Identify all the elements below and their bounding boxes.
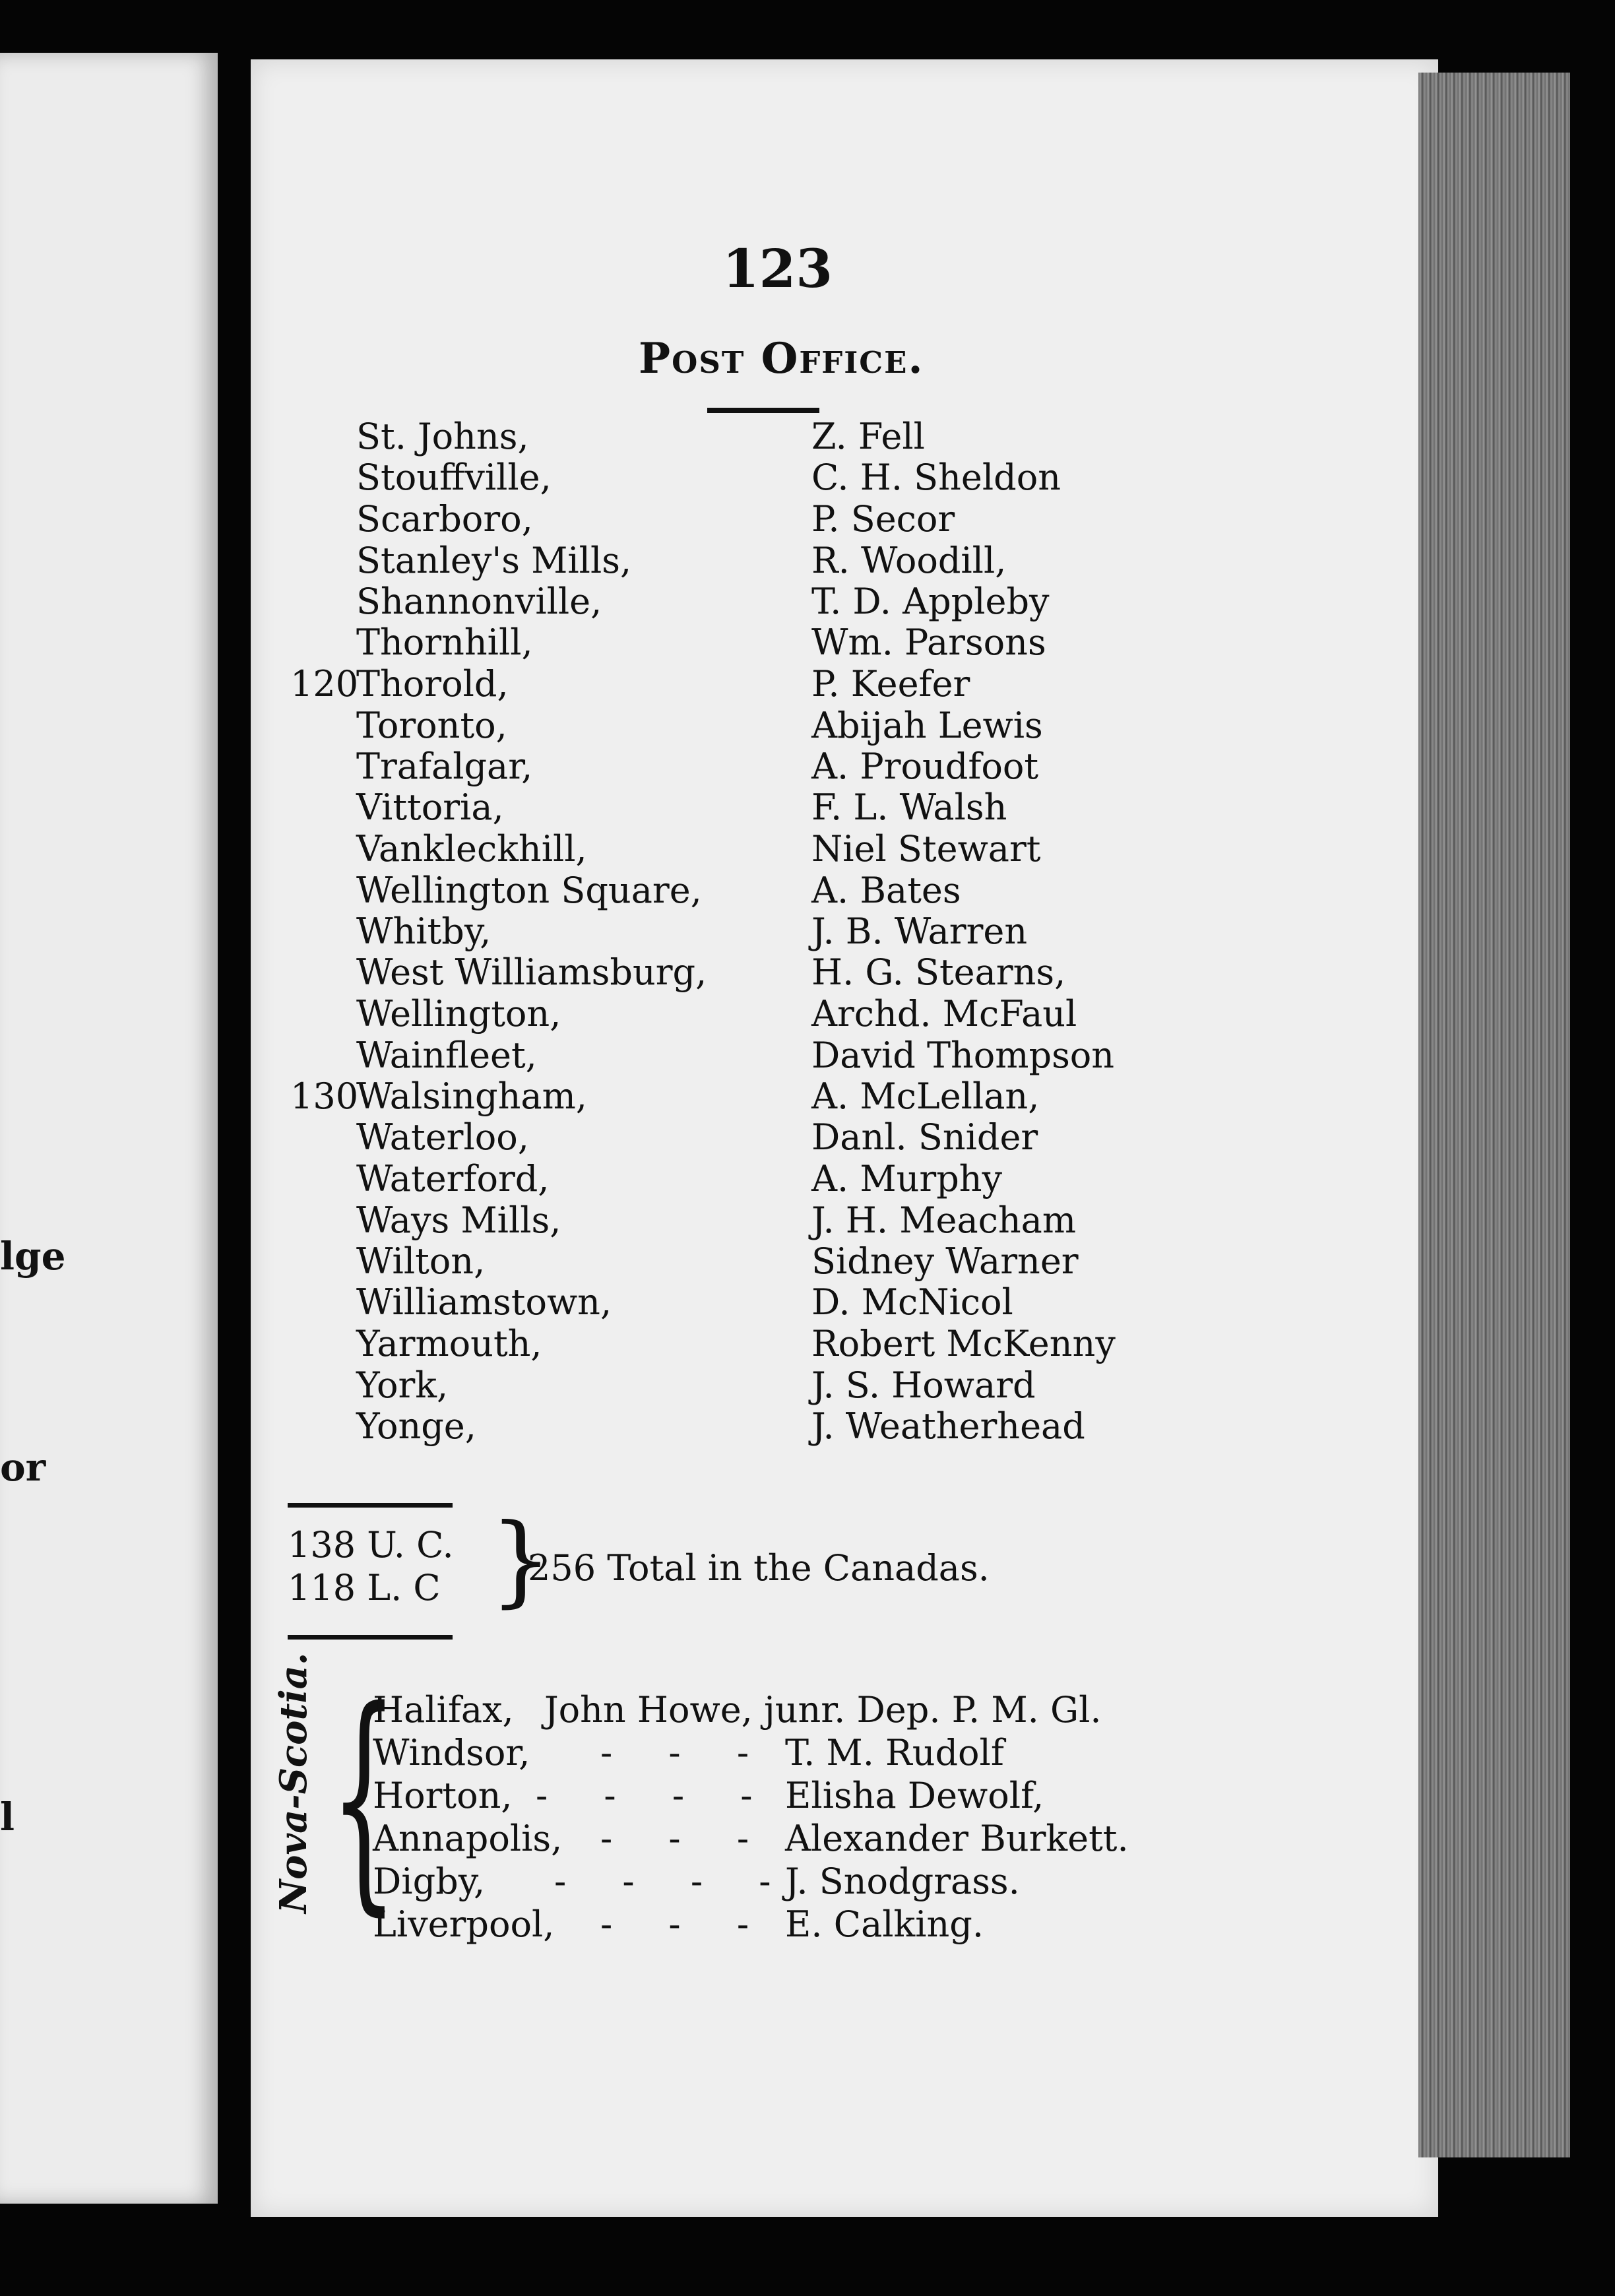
postmaster-name: David Thompson (811, 1035, 1115, 1076)
place-name: Whitby, (356, 910, 491, 952)
postmaster-name: Niel Stewart (811, 828, 1041, 870)
nova-scotia-label: Nova-Scotia. (272, 1652, 315, 1913)
left-page-fragment: or (0, 1445, 46, 1490)
postmaster-name: Z. Fell (811, 416, 925, 457)
place-name: Thornhill, (356, 622, 533, 663)
postmaster-name: A. Murphy (811, 1158, 1003, 1199)
place-name: Wainfleet, (356, 1035, 537, 1076)
postmaster-name: Wm. Parsons (811, 622, 1046, 663)
postmaster-name: C. H. Sheldon (811, 457, 1061, 498)
postmaster-name: F. L. Walsh (811, 786, 1007, 828)
place-name: Ways Mills, (356, 1199, 561, 1241)
postmaster-name: J. Snodgrass. (785, 1861, 1020, 1902)
postmaster-name: Robert McKenny (811, 1323, 1116, 1364)
postmaster-name: P. Keefer (811, 663, 970, 705)
total-canadas: 256 Total in the Canadas. (528, 1547, 990, 1589)
left-page-fragment: lge (0, 1234, 66, 1279)
title-rule (707, 408, 819, 413)
place-name: Walsingham, (356, 1075, 587, 1117)
postmaster-name: John Howe, junr. Dep. P. M. Gl. (544, 1689, 1102, 1731)
postmaster-name: J. S. Howard (811, 1364, 1036, 1406)
place-name: Annapolis, (373, 1818, 563, 1859)
place-name: Trafalgar, (356, 746, 533, 787)
page-title: Post Office. (639, 334, 924, 383)
postmaster-name: E. Calking. (785, 1903, 984, 1945)
place-name: Horton, (373, 1775, 513, 1816)
brace-glyph: } (490, 1503, 553, 1618)
place-name: Yonge, (356, 1405, 476, 1447)
place-name: Liverpool, (373, 1903, 555, 1945)
postmaster-name: A. Proudfoot (811, 746, 1039, 787)
place-name: York, (356, 1364, 449, 1406)
postmaster-name: Danl. Snider (811, 1116, 1038, 1158)
left-page-fragment: l (0, 1795, 15, 1839)
place-name: Williamstown, (356, 1281, 612, 1323)
place-name: Wellington Square, (356, 870, 702, 911)
leader-dashes: - - - - (536, 1775, 775, 1816)
page-edges (1418, 73, 1570, 2157)
place-name: St. Johns, (356, 416, 529, 457)
leader-dashes: - - - (600, 1818, 772, 1859)
place-name: Wellington, (356, 993, 561, 1035)
page-number: 123 (722, 238, 833, 300)
postmaster-name: J. H. Meacham (811, 1199, 1077, 1241)
postmaster-name: Sidney Warner (811, 1240, 1079, 1282)
place-name: Stouffville, (356, 457, 552, 498)
place-name: Shannonville, (356, 581, 602, 622)
postmaster-name: Abijah Lewis (811, 705, 1043, 746)
place-name: Thorold, (356, 663, 509, 705)
section-rule (288, 1503, 453, 1508)
leader-dashes: - - - (600, 1903, 772, 1945)
place-name: Vittoria, (356, 786, 504, 828)
postmaster-name: A. Bates (811, 870, 961, 911)
entry-number: 120 (290, 663, 359, 705)
postmaster-name: A. McLellan, (811, 1075, 1040, 1117)
place-name: Waterloo, (356, 1116, 529, 1158)
postmaster-name: J. B. Warren (811, 910, 1028, 952)
place-name: Waterford, (356, 1158, 550, 1199)
place-name: West Williamsburg, (356, 951, 707, 993)
postmaster-name: Alexander Burkett. (785, 1818, 1129, 1859)
lower-canada-count: 118 L. C (288, 1567, 441, 1609)
place-name: Stanley's Mills, (356, 540, 632, 581)
postmaster-name: T. D. Appleby (811, 581, 1050, 622)
upper-canada-count: 138 U. C. (288, 1524, 454, 1566)
place-name: Toronto, (356, 705, 507, 746)
postmaster-name: Elisha Dewolf, (785, 1775, 1044, 1816)
postmaster-name: H. G. Stearns, (811, 951, 1066, 993)
postmaster-name: J. Weatherhead (811, 1405, 1085, 1447)
leader-dashes: - - - (600, 1732, 772, 1773)
brace-glyph: { (330, 1659, 398, 1936)
leader-dashes: - - - - (554, 1861, 794, 1902)
left-page-edge (0, 53, 218, 2204)
postmaster-name: R. Woodill, (811, 540, 1007, 581)
postmaster-name: P. Secor (811, 498, 955, 540)
postmaster-name: T. M. Rudolf (785, 1732, 1004, 1773)
place-name: Yarmouth, (356, 1323, 542, 1364)
entry-number: 130 (290, 1075, 359, 1117)
place-name: Scarboro, (356, 498, 533, 540)
postmaster-name: D. McNicol (811, 1281, 1013, 1323)
place-name: Vankleckhill, (356, 828, 587, 870)
place-name: Halifax, (373, 1689, 514, 1731)
place-name: Wilton, (356, 1240, 486, 1282)
place-name: Windsor, (373, 1732, 530, 1773)
section-rule (288, 1635, 453, 1640)
postmaster-name: Archd. McFaul (811, 993, 1077, 1035)
place-name: Digby, (373, 1861, 486, 1902)
